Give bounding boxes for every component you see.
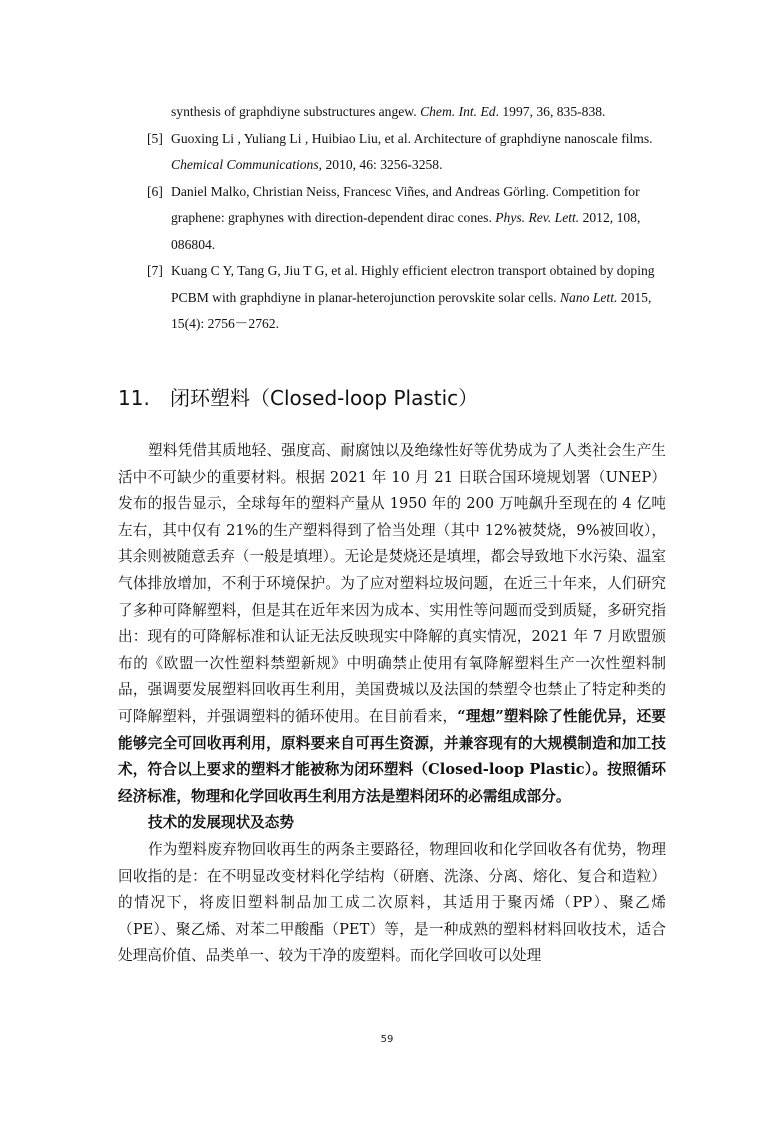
paragraph-recycling: 作为塑料废弃物回收再生的两条主要路径，物理回收和化学回收各有优势，物理回收指的是：在不明显改变材料化学结构（研磨、洗涤、分离、熔化、复合和造粒）的情况下，将废旧塑料制品加工成二次原料，其适用于聚丙烯（PP）、聚乙烯（PE）、聚乙烯、对苯二甲酸酯（PET）等，是一种成熟的塑料材料回收技术，适合处理高价值、品类单一、较为干净的废塑料。而化学回收可以处理 [118,840,666,965]
reference-index: [6] [147,183,163,199]
reference-text: synthesis of graphdiyne substructures angew. [171,104,417,119]
reference-tail: 2015, 15(4): 2756－2762. [171,289,652,331]
journal-name: Chem. Int. Ed [420,104,496,119]
reference-tail: , 2010, 46: 3256-3258. [318,157,443,172]
body-text [118,438,666,970]
emphasis-text: “理想”塑料除了性能优异，还要能够完全可回收再利用，原料要来自可再生资源，并兼容现有的大规模制造和加工技术，符合以上要求的塑料才能被称为闭环塑料（Closed-loop Plastic）。按照循环经济标准，物理和化学回收再生利用方法是塑料闭环的必需组成部分。 [118,707,666,805]
reference-5 [147,126,667,179]
reference-continuation [147,99,667,126]
section-title-text: 闭环塑料（Closed-loop Plastic） [170,386,479,410]
reference-text: Daniel Malko, Christian Neiss, Francesc Viñes, and Andreas Görling. Competition for graphene: graphynes with direction-dependent dirac cones. [171,183,640,225]
journal-name: Phys. Rev. Lett. [495,210,580,225]
reference-text: Kuang C Y, Tang G, Jiu T G, et al. Highly efficient electron transport obtained by doping PCBM with graphdiyne in planar-heterojunction perovskite solar cells. [171,263,655,305]
reference-list [147,99,667,338]
reference-text: Guoxing Li , Yuliang Li , Huibiao Liu, et al. Architecture of graphdiyne nanoscale films. [171,130,653,146]
reference-tail: . 1997, 36, 835-838. [495,104,606,119]
journal-name: Nano Lett. [559,289,618,305]
reference-index: [7] [147,263,163,278]
reference-index: [5] [147,130,163,146]
paragraph-intro [118,438,666,810]
page-number: 59 [380,1034,394,1045]
section-heading [118,383,478,413]
section-number: 11. [118,386,150,410]
paragraph-text: 塑料凭借其质地轻、强度高、耐腐蚀以及绝缘性好等优势成为了人类社会生产生活中不可缺少的重要材料。根据 2021 年 10 月 21 日联合国环境规划署（UNEP）发布的报告显示，全球每年的塑料产量从 1950 年的 200 万吨飙升至现在的 4 亿吨左右，其中仅有 21%的生产塑料得到了恰当处理（其中 12%被焚烧，9%被回收），其余则被随意丢弃（一般是填埋）。无论是焚烧还是填埋，都会导致地下水污染、温室气体排放增加，不利于环境保护。为了应对塑料垃圾问题，在近三十年来，人们研究了多种可降解塑料，但是其在近年来因为成本、实用性等问题而受到质疑，多研究指出：现有的可降解标准和认证无法反映现实中降解的真实情况，2021 年 7 月欧盟颁布的《欧盟一次性塑料禁塑新规》中明确禁止使用有氧降解塑料生产一次性塑料制品，强调要发展塑料回收再生利用，美国费城以及法国的禁塑令也禁止了特定种类的可降解塑料，并强调塑料的循环使用。在目前看来， [118,442,666,725]
reference-7 [147,258,667,338]
reference-tail: 2012, 108, 086804. [171,210,641,252]
reference-6 [147,179,667,259]
subheading: 技术的发展现状及态势 [148,814,294,832]
journal-name: Chemical Communications [171,157,319,172]
